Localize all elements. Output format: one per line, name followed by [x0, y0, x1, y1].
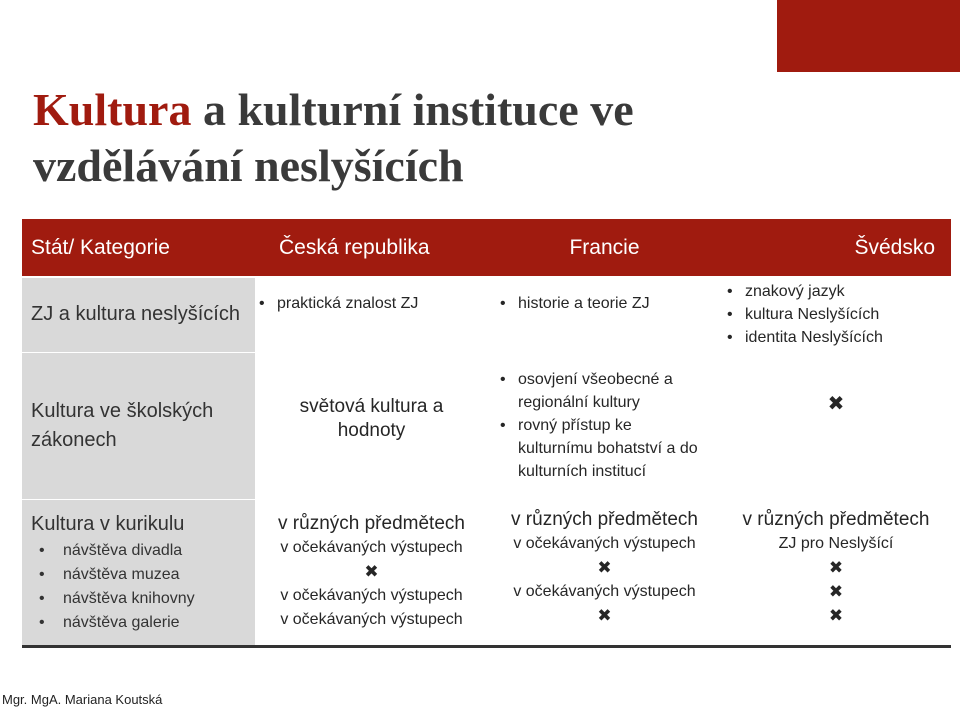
- list-item: • identita Neslyšících: [723, 326, 951, 349]
- header-france: Francie: [488, 219, 721, 277]
- cell-fr-laws: [488, 352, 721, 499]
- list-item: • osovjení všeobecné a regionální kultury: [496, 368, 699, 414]
- list-item: • rovný přístup ke kulturnímu bohatství a do kulturních institucí: [496, 414, 699, 483]
- cross-icon: ✖: [828, 605, 844, 625]
- title-accent: Kultura: [33, 84, 192, 135]
- author-footer: Mgr. MgA. Mariana Koutská: [2, 692, 163, 707]
- list-item: • praktická znalost ZJ: [255, 292, 488, 315]
- cell-fr-zj: [488, 277, 721, 352]
- cell-fr-curriculum: [488, 499, 721, 646]
- slide-title: [33, 82, 793, 194]
- cell-cz-zj: [255, 277, 488, 352]
- list-item: • návštěva galerie: [31, 611, 255, 635]
- fr-curr-line: v očekávaných výstupech: [513, 534, 696, 552]
- cz-curr-line: v očekávaných výstupech: [280, 611, 463, 628]
- cell-se-laws: [721, 352, 951, 499]
- fr-curr-line: v očekávaných výstupech: [513, 582, 696, 600]
- header-czech: Česká republika: [255, 219, 488, 277]
- cell-cz-curriculum: [255, 499, 488, 646]
- corner-decoration: [777, 0, 960, 72]
- table-header-row: [22, 219, 951, 277]
- cross-icon: ✖: [597, 557, 612, 577]
- cell-se-curriculum: [721, 499, 951, 646]
- list-item: • kultura Neslyšících: [723, 303, 951, 326]
- list-item: • návštěva divadla: [31, 539, 255, 563]
- cz-curr-line: v různých předmětech: [278, 513, 465, 534]
- table-row: [22, 499, 951, 646]
- cross-icon: ✖: [827, 392, 845, 415]
- cross-icon: ✖: [364, 562, 379, 581]
- fr-curr-line: v různých předmětech: [511, 508, 698, 530]
- cz-curr-line: v očekávaných výstupech: [280, 539, 463, 556]
- list-item: • návštěva knihovny: [31, 587, 255, 611]
- row-head-school-laws: Kultura ve školských zákonech: [22, 352, 255, 499]
- cell-cz-laws: [255, 352, 488, 499]
- comparison-table: [22, 219, 951, 648]
- curriculum-label: Kultura v kurikulu: [31, 512, 185, 535]
- cz-laws-text: světová kultura a hodnoty: [299, 395, 444, 441]
- cross-icon: ✖: [828, 557, 844, 577]
- cell-se-zj: [721, 277, 951, 352]
- header-sweden: Švédsko: [721, 219, 951, 277]
- table-row: [22, 352, 951, 499]
- list-item: • návštěva muzea: [31, 563, 255, 587]
- row-head-zj-culture: ZJ a kultura neslyšících: [22, 277, 255, 352]
- list-item: • historie a teorie ZJ: [496, 292, 721, 315]
- table-row: [22, 277, 951, 352]
- se-curr-line: v různých předmětech: [742, 508, 930, 530]
- title-rest: a kulturní instituce ve vzdělávání neslyšících: [33, 84, 634, 191]
- cross-icon: ✖: [597, 605, 612, 625]
- se-curr-line: ZJ pro Neslyšící: [778, 534, 894, 552]
- list-item: • znakový jazyk: [723, 280, 951, 303]
- row-head-curriculum: [22, 499, 255, 646]
- cross-icon: ✖: [828, 581, 844, 601]
- header-category: Stát/ Kategorie: [22, 219, 255, 277]
- cz-curr-line: v očekávaných výstupech: [280, 587, 463, 604]
